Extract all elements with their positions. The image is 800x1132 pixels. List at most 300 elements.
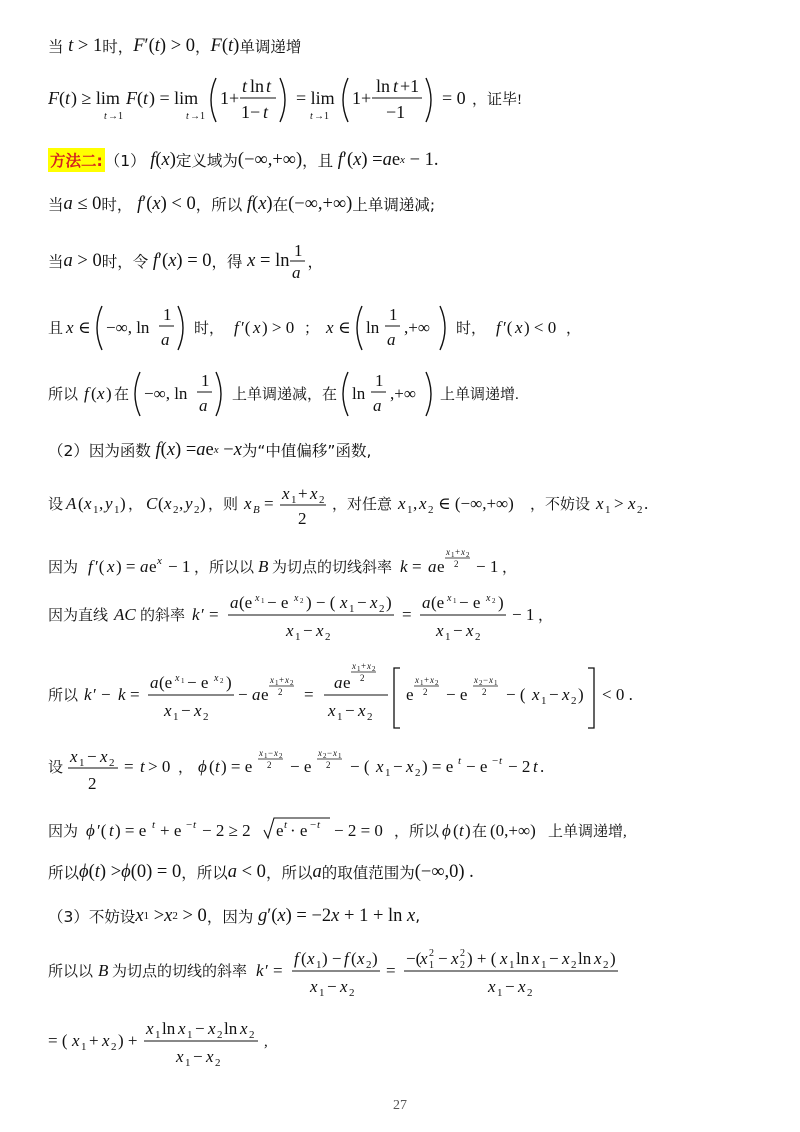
svg-text:x: x [562, 685, 570, 704]
svg-text:f: f [344, 949, 349, 968]
svg-text:= (: = ( [48, 1031, 68, 1050]
svg-text:): ) [578, 685, 584, 704]
svg-text:为切点的切线斜率: 为切点的切线斜率 [272, 560, 393, 576]
svg-text:t: t [459, 821, 464, 840]
svg-text:x: x [340, 977, 348, 996]
svg-text:): ) [386, 593, 392, 612]
svg-text:1−: 1− [241, 102, 261, 122]
svg-text:a: a [140, 557, 149, 576]
text-line: （2）因为函数 f ( x ) = a e x − x 为“中值偏移”函数, [48, 439, 372, 460]
svg-text:，: ， [178, 760, 194, 776]
svg-text:2: 2 [88, 774, 97, 793]
svg-text:ln: ln [352, 384, 366, 403]
svg-text:x: x [270, 675, 274, 685]
svg-text:x: x [294, 593, 299, 604]
svg-text:1: 1 [349, 603, 355, 615]
svg-text:1: 1 [541, 695, 547, 707]
svg-text:a: a [428, 557, 437, 576]
svg-text:1: 1 [375, 371, 384, 390]
svg-text:−: − [549, 685, 559, 704]
svg-text:+: + [89, 1031, 99, 1050]
svg-text:− (: − ( [350, 757, 370, 776]
svg-text:+: + [361, 661, 367, 671]
svg-text:−: − [492, 755, 499, 767]
svg-text:B: B [98, 961, 109, 980]
svg-text:x: x [100, 747, 108, 766]
svg-text:2: 2 [325, 631, 331, 642]
svg-text:(0,+∞): (0,+∞) [490, 821, 536, 840]
svg-text:所以: 所以 [48, 387, 79, 403]
svg-text:.: . [540, 757, 545, 776]
svg-text:上单调递增.: 上单调递增. [440, 387, 519, 403]
svg-text:) =: ) = [116, 557, 136, 576]
svg-text:x: x [164, 701, 172, 720]
svg-text:因为直线: 因为直线 [48, 608, 109, 624]
svg-text:2: 2 [366, 959, 372, 971]
svg-text:2: 2 [460, 948, 465, 959]
svg-text:ϕ: ϕ [442, 821, 451, 840]
svg-text:x: x [352, 661, 356, 671]
svg-text:x: x [518, 977, 526, 996]
svg-text:x: x [596, 494, 604, 513]
svg-text:1: 1 [605, 504, 611, 516]
svg-text:f: f [496, 318, 501, 337]
svg-text:1: 1 [291, 494, 297, 506]
svg-text:a: a [373, 396, 382, 415]
svg-text:,: , [413, 494, 418, 513]
svg-text:f: f [294, 949, 299, 968]
svg-text:): ) [498, 593, 504, 612]
svg-text:2: 2 [109, 757, 115, 769]
svg-text:,: , [264, 1034, 268, 1050]
svg-text:(: ( [78, 494, 84, 513]
svg-text:，所以以: ，所以以 [194, 560, 255, 576]
svg-text:2: 2 [466, 551, 470, 559]
svg-text:−: − [345, 701, 355, 720]
svg-text:x: x [628, 494, 636, 513]
svg-text:x: x [340, 593, 348, 612]
svg-text:): ) [610, 949, 616, 968]
svg-text:− (: − ( [506, 685, 526, 704]
svg-text:因为: 因为 [48, 824, 79, 840]
svg-text:x: x [310, 977, 318, 996]
text-line [48, 1014, 780, 1068]
svg-text:x: x [206, 1047, 214, 1066]
svg-text:x: x [466, 621, 474, 640]
svg-text:x: x [282, 484, 290, 503]
svg-text:上单调递增,: 上单调递增, [548, 824, 627, 840]
text-line: 当 t > 1 时， F ′( t ) > 0 ， F ( t ) 单调递增 [48, 35, 302, 56]
svg-text:1: 1 [261, 597, 265, 605]
svg-text:ln: ln [376, 76, 391, 96]
svg-text:2: 2 [323, 752, 327, 760]
svg-text:AC: AC [114, 605, 136, 624]
svg-text:+: + [298, 484, 308, 503]
svg-text:=: = [130, 685, 140, 704]
svg-text:x: x [333, 748, 337, 758]
svg-text:t: t [152, 819, 156, 831]
svg-text:−: − [303, 621, 313, 640]
svg-text:) − (: ) − ( [306, 593, 336, 612]
svg-text:t: t [458, 755, 462, 767]
svg-text:2: 2 [482, 687, 487, 697]
svg-text:−∞, ln: −∞, ln [106, 318, 150, 337]
svg-text:x: x [532, 949, 540, 968]
svg-text:上单调递减，在: 上单调递减，在 [232, 387, 338, 403]
svg-text:(e: (e [431, 593, 445, 612]
svg-text:2: 2 [220, 677, 224, 685]
svg-text:1: 1 [81, 1041, 87, 1053]
svg-text:′ −: ′ − [93, 685, 111, 704]
text-line [48, 300, 780, 356]
svg-text:，: ， [566, 321, 582, 337]
svg-text:−: − [483, 675, 489, 685]
svg-text:) = e: ) = e [115, 821, 147, 840]
text-line [48, 366, 780, 422]
svg-text:− 2: − 2 [508, 757, 531, 776]
svg-text:a: a [150, 673, 159, 692]
svg-text:(e: (e [159, 673, 173, 692]
svg-text:x: x [318, 748, 322, 758]
text-line [48, 814, 780, 848]
svg-text:2: 2 [300, 597, 304, 605]
svg-text:− e: − e [187, 673, 209, 692]
svg-text:t: t [215, 757, 220, 776]
svg-text:t: t [393, 76, 399, 96]
text-line: 方法二: （1） f ( x ) 定义域为 (−∞,+∞) ，且 f ′( x ) = a e x − 1. [50, 149, 439, 170]
svg-text:1: 1 [509, 959, 515, 971]
svg-text:2: 2 [279, 752, 283, 760]
svg-text:,+∞: ,+∞ [404, 318, 430, 337]
svg-text:2: 2 [479, 679, 483, 687]
svg-text:(: ( [137, 88, 143, 108]
svg-text:′(: ′( [503, 318, 513, 337]
svg-text:且: 且 [48, 321, 64, 337]
svg-text:t: t [499, 755, 503, 767]
svg-text:−: − [505, 977, 515, 996]
svg-text:2: 2 [454, 559, 459, 569]
svg-text:e: e [276, 821, 284, 840]
svg-text:−: − [393, 757, 403, 776]
svg-text:x: x [307, 949, 315, 968]
svg-text:x: x [436, 621, 444, 640]
svg-text:− e: − e [459, 593, 481, 612]
svg-text:=: = [386, 961, 396, 980]
svg-text:F: F [126, 88, 137, 108]
svg-text:t: t [193, 819, 197, 831]
svg-text:x: x [420, 949, 428, 968]
svg-text:2: 2 [571, 695, 577, 707]
svg-text:f: f [88, 557, 93, 576]
svg-text:1: 1 [319, 987, 325, 998]
svg-text:+: + [279, 675, 285, 685]
svg-text:=: = [124, 757, 134, 776]
svg-text:x: x [175, 673, 180, 684]
svg-text:2: 2 [637, 504, 643, 516]
svg-text:1: 1 [451, 551, 455, 559]
text-line [48, 746, 780, 796]
svg-text:a: a [230, 593, 239, 612]
svg-text:=: = [412, 557, 422, 576]
svg-text:C: C [146, 494, 158, 513]
svg-text:2: 2 [423, 687, 428, 697]
svg-text:1: 1 [93, 504, 99, 516]
svg-text:2: 2 [428, 504, 434, 516]
method-label: 方法二: [48, 148, 105, 172]
svg-text:− 2 = 0: − 2 = 0 [334, 821, 383, 840]
svg-text:) +: ) + [118, 1031, 138, 1050]
svg-text:1: 1 [201, 371, 210, 390]
svg-text:e: e [149, 557, 157, 576]
svg-text:2: 2 [460, 960, 465, 971]
svg-text:x: x [107, 557, 115, 576]
svg-text:(: ( [209, 757, 215, 776]
limit-formula [48, 70, 648, 130]
svg-text:，: ， [502, 560, 518, 576]
svg-text:f: f [234, 318, 239, 337]
svg-text:2: 2 [203, 711, 209, 723]
svg-text:t: t [65, 88, 71, 108]
svg-text:1: 1 [357, 665, 361, 673]
svg-text:在: 在 [472, 824, 488, 840]
svg-text:t: t [143, 88, 149, 108]
svg-text:t: t [263, 102, 269, 122]
svg-text:2: 2 [415, 767, 421, 779]
svg-text:x: x [176, 1047, 184, 1066]
svg-text:x: x [446, 547, 450, 557]
svg-text:2: 2 [298, 509, 307, 528]
svg-text:x: x [102, 1031, 110, 1050]
svg-text:k: k [400, 557, 408, 576]
svg-text:x: x [326, 318, 334, 337]
svg-text:−(: −( [406, 949, 422, 968]
svg-text:e: e [406, 685, 414, 704]
svg-text:′ =: ′ = [201, 605, 219, 624]
svg-text:x: x [474, 675, 478, 685]
svg-text:e: e [261, 685, 269, 704]
svg-text:ln: ln [516, 949, 530, 968]
svg-text:− e: − e [290, 757, 312, 776]
svg-text:2: 2 [326, 760, 331, 770]
svg-text:) > 0: ) > 0 [262, 318, 295, 337]
svg-text:−: − [310, 819, 317, 831]
svg-text:1: 1 [337, 711, 343, 723]
svg-text:2: 2 [429, 948, 434, 959]
svg-text:2: 2 [290, 679, 294, 687]
svg-text:1: 1 [420, 679, 424, 687]
svg-text:): ) [106, 384, 112, 403]
svg-text:ln: ln [162, 1019, 176, 1038]
svg-text:x: x [146, 1019, 154, 1038]
svg-text:(e: (e [239, 593, 253, 612]
svg-text:x: x [415, 675, 419, 685]
svg-text:x: x [286, 621, 294, 640]
svg-text:t: t [104, 111, 107, 122]
svg-text:=: = [304, 685, 314, 704]
svg-text:2: 2 [571, 959, 577, 971]
fraction-1-over-a [289, 239, 307, 283]
svg-text:2: 2 [319, 494, 325, 506]
svg-text:t: t [284, 819, 288, 831]
svg-text:−: − [438, 949, 448, 968]
svg-text:(: ( [351, 949, 357, 968]
svg-text:y: y [185, 494, 193, 513]
svg-text:−1: −1 [386, 102, 406, 122]
svg-text:(: ( [301, 949, 307, 968]
svg-text:> 0: > 0 [148, 757, 171, 776]
svg-text:→1: →1 [190, 111, 205, 122]
monotonic-formula [48, 366, 748, 422]
phi-derivative [48, 814, 768, 848]
svg-text:−: − [186, 819, 193, 831]
svg-text:x: x [84, 494, 92, 513]
svg-text:) ≥ lim: ) ≥ lim [71, 88, 120, 108]
svg-text:时，: 时， [456, 321, 487, 337]
svg-text:1: 1 [316, 959, 322, 971]
svg-text:1: 1 [264, 752, 268, 760]
svg-text:,: , [99, 494, 104, 513]
points-formula [48, 482, 768, 530]
svg-text:2: 2 [349, 987, 355, 998]
svg-text:x: x [97, 384, 105, 403]
svg-text:x: x [72, 1031, 80, 1050]
svg-text:2: 2 [215, 1057, 221, 1068]
svg-text:1: 1 [79, 757, 85, 769]
svg-text:a: a [252, 685, 261, 704]
formula-line [48, 70, 780, 130]
svg-text:a: a [387, 330, 396, 349]
svg-text:x: x [164, 494, 172, 513]
svg-text:设: 设 [48, 760, 64, 776]
svg-text:2: 2 [217, 1029, 223, 1041]
svg-text:− 1: − 1 [512, 605, 535, 624]
svg-text:ln: ln [578, 949, 592, 968]
slope-difference-formula [48, 658, 768, 732]
svg-text:2: 2 [267, 760, 272, 770]
svg-text:2: 2 [249, 1029, 255, 1041]
svg-text:x: x [240, 1019, 248, 1038]
svg-text:t: t [140, 757, 145, 776]
svg-text:x: x [70, 747, 78, 766]
svg-text:1: 1 [275, 679, 279, 687]
svg-text:1: 1 [429, 960, 434, 971]
svg-text:y: y [105, 494, 113, 513]
svg-text:k: k [118, 685, 126, 704]
svg-text:1: 1 [445, 631, 451, 642]
svg-text:−: − [327, 748, 333, 758]
svg-text:；: ； [304, 321, 320, 337]
svg-text:x: x [594, 949, 602, 968]
svg-text:t: t [266, 76, 272, 96]
svg-text:a: a [292, 263, 301, 282]
svg-text:x: x [157, 555, 162, 567]
svg-text:1: 1 [187, 1029, 193, 1041]
svg-text:−: − [327, 977, 337, 996]
svg-text:2: 2 [372, 665, 376, 673]
page-number: 27 [393, 1098, 407, 1113]
svg-text:): ) [226, 673, 232, 692]
svg-text:) + (: ) + ( [467, 949, 497, 968]
svg-text:− 1: − 1 [168, 557, 191, 576]
svg-text:1: 1 [185, 1057, 191, 1068]
svg-text:x: x [358, 701, 366, 720]
svg-text:x: x [194, 701, 202, 720]
svg-text:B: B [253, 504, 260, 516]
svg-text:< 0 .: < 0 . [602, 685, 633, 704]
svg-text:的斜率: 的斜率 [140, 608, 186, 624]
svg-text:ϕ: ϕ [86, 821, 95, 840]
svg-text:): ) [120, 494, 126, 513]
svg-text:1: 1 [494, 679, 498, 687]
svg-text:2: 2 [194, 504, 200, 516]
svg-text:1: 1 [163, 305, 172, 324]
svg-text:′ =: ′ = [265, 961, 283, 980]
svg-text:时，: 时， [194, 321, 225, 337]
svg-text:2: 2 [492, 597, 496, 605]
svg-text:x: x [357, 949, 365, 968]
svg-text:− 2 ≥ 2: − 2 ≥ 2 [202, 821, 251, 840]
svg-text:− e: − e [466, 757, 488, 776]
svg-text:1: 1 [389, 305, 398, 324]
svg-text:x: x [376, 757, 384, 776]
text-line [48, 590, 780, 642]
svg-text:，所以: ，所以 [394, 824, 440, 840]
text-line: 所以 ϕ ( t ) > ϕ (0) = 0 ，所以 a < 0 ，所以 a 的取值范围为 (−∞,0) . [48, 861, 474, 882]
svg-text:= 0: = 0 [442, 88, 466, 108]
text-line: 当 a ≤ 0 时， f ′( x ) < 0 ，所以 f ( x ) 在 (−∞,+∞) 上单调递减; [48, 193, 436, 214]
svg-text:k: k [84, 685, 92, 704]
svg-text:F: F [48, 88, 59, 108]
svg-text:−∞, ln: −∞, ln [144, 384, 188, 403]
svg-text:，: ， [538, 608, 554, 624]
svg-text:2: 2 [435, 679, 439, 687]
svg-text:+1: +1 [400, 76, 420, 96]
svg-text:1: 1 [295, 631, 301, 642]
svg-text:ln: ln [224, 1019, 238, 1038]
svg-text:ϕ: ϕ [198, 757, 207, 776]
svg-text:1: 1 [385, 767, 391, 779]
svg-text:2: 2 [173, 504, 179, 516]
svg-text:1+: 1+ [220, 88, 240, 108]
svg-text:>: > [614, 494, 624, 513]
svg-text:′(: ′( [97, 821, 107, 840]
svg-text:+ e: + e [160, 821, 182, 840]
svg-text:所以以: 所以以 [48, 964, 94, 980]
text-line: （3）不妨设 x 1 > x 2 > 0 ，因为 g ′( x ) = −2 x + 1 + ln x , [48, 905, 421, 926]
svg-text:x: x [285, 675, 289, 685]
svg-text:，: ， [128, 497, 144, 513]
svg-text:t: t [242, 76, 248, 96]
svg-text:，不妨设: ，不妨设 [530, 497, 591, 513]
svg-text:− e: − e [267, 593, 289, 612]
svg-text:) = e: ) = e [422, 757, 454, 776]
svg-text:设: 设 [48, 497, 64, 513]
svg-text:x: x [244, 494, 252, 513]
svg-text:x: x [419, 494, 427, 513]
svg-text:f: f [84, 384, 89, 403]
text-line [48, 658, 780, 732]
svg-text:−: − [193, 1047, 203, 1066]
svg-text:−: − [453, 621, 463, 640]
svg-text:· e: · e [290, 821, 308, 840]
svg-text:，对任意: ，对任意 [332, 497, 393, 513]
svg-text:x: x [214, 673, 219, 684]
svg-text:2: 2 [475, 631, 481, 642]
svg-text:− e: − e [446, 685, 468, 704]
svg-text:x: x [259, 748, 263, 758]
svg-text:t: t [317, 819, 321, 831]
svg-text:) −: ) − [322, 949, 342, 968]
